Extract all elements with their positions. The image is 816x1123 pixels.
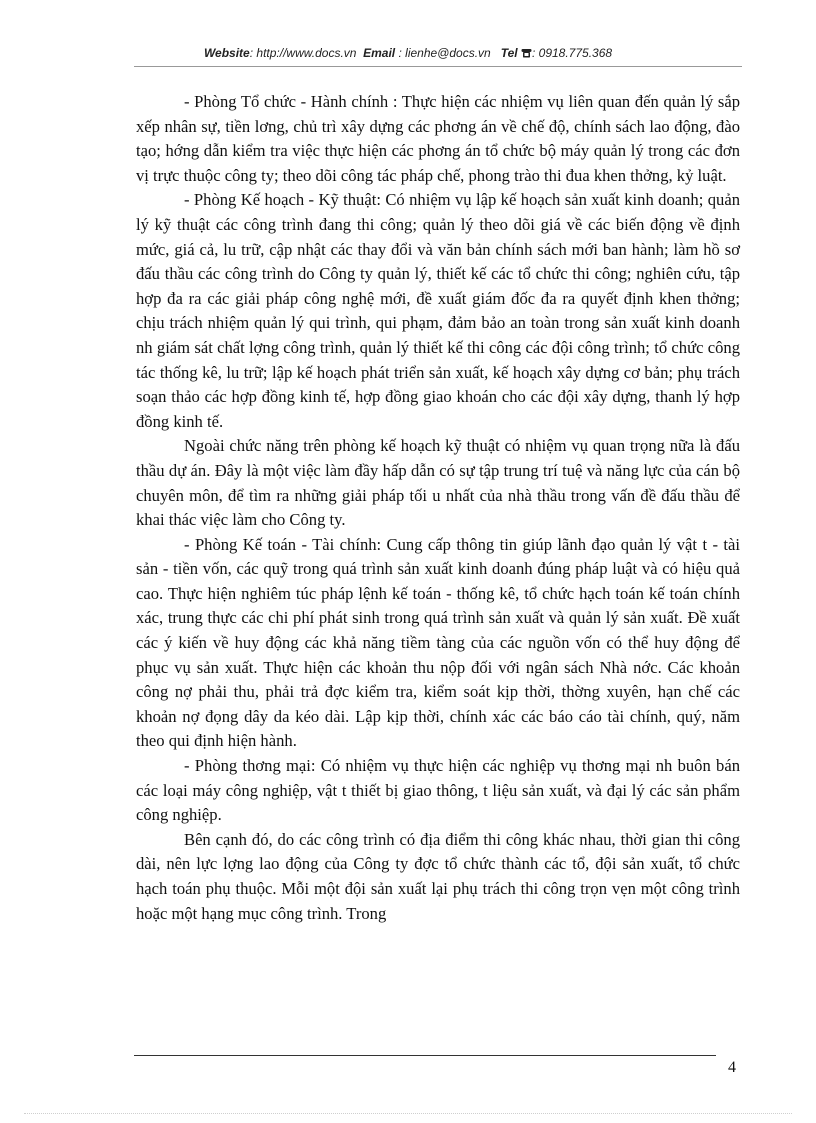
phone-icon: [521, 46, 532, 60]
header-divider: [134, 66, 742, 67]
paragraph-hr-admin: - Phòng Tổ chức - Hành chính : Thực hiện các nhiệm vụ liên quan đến quản lý sắp xếp nhân sự, tiền lơng, chủ trì xây dựng các phơng án về chế độ, chính sách lao động, đào tạo; hớng dẫn kiểm tra việc thực hiện các phơng án tổ chức bộ máy quản lý trong các đơn vị trực thuộc công ty; theo dõi công tác pháp chế, phong trào thi đua khen thởng, kỷ luật.: [136, 92, 740, 185]
email-label: Email: [363, 46, 396, 60]
paragraph-accounting-finance: - Phòng Kế toán - Tài chính: Cung cấp thông tin giúp lãnh đạo quản lý vật t - tài sản - tiền vốn, các quỹ trong quá trình sản xuất kinh doanh đúng pháp luật và có hiệu quả cao. Thực hiện nghiêm túc pháp lệnh kế toán - thống kê, tổ chức hạch toán kế toán chính xác, trung thực các chi phí phát sinh trong quá trình sản xuất và quản lý sản xuất. Đề xuất các ý kiến về huy động các khả năng tiềm tàng của các nguồn vốn có thể huy động để phục vụ sản xuất. Thực hiện các khoản thu nộp đối với ngân sách Nhà nớc. Các khoản công nợ phải thu, phải trả đợc kiểm tra, kiểm soát kịp thời, thờng xuyên, hạn chế các khoản nợ đọng dây da kéo dài. Lập kịp thời, chính xác các báo cáo tài chính, quý, năm theo qui định hiện hành.: [136, 534, 740, 751]
website-value: : http://www.docs.vn: [249, 46, 357, 60]
footer-divider: [134, 1055, 716, 1056]
email-value: : lienhe@docs.vn: [398, 46, 491, 60]
paragraph-trade: - Phòng thơng mại: Có nhiệm vụ thực hiện các nghiệp vụ thơng mại nh buôn bán các loại máy công nghiệp, vật t thiết bị giao thông, t liệu sản xuất, và đại lý các sản phẩm công nghiệp.: [136, 756, 740, 825]
website-label: Website: [203, 46, 250, 60]
paragraph-bidding: Ngoài chức năng trên phòng kế hoạch kỹ thuật có nhiệm vụ quan trọng nữa là đấu thầu dự án. Đây là một việc làm đầy hấp dẫn có sự tập trung trí tuệ và năng lực của cán bộ chuyên môn, để tìm ra những giải pháp tối u nhất của nhà thầu trong vấn đề đấu thầu để khai thác việc làm cho Công ty.: [136, 436, 740, 530]
page-number: 4: [728, 1059, 736, 1076]
tel-value: : 0918.775.368: [531, 46, 613, 60]
document-body: [136, 90, 740, 926]
paragraph-production-teams: Bên cạnh đó, do các công trình có địa điểm thi công khác nhau, thời gian thi công dài, nên lực lợng lao động của Công ty đợc tổ chức thành các tổ, đội sản xuất, tổ chức hạch toán phụ thuộc. Mỗi một đội sản xuất lại phụ trách thi công trọn vẹn một công trình hoặc một hạng mục công trình. Trong: [136, 829, 740, 923]
paragraph-planning-technical: - Phòng Kế hoạch - Kỹ thuật: Có nhiệm vụ lập kế hoạch sản xuất kinh doanh; quản lý kỹ thuật các công trình đang thi công; quản lý theo dõi giá về các biến động về định mức, giá cả, lu trữ, cập nhật các thay đổi và văn bản chính sách mới ban hành; làm hồ sơ đấu thầu các công trình do Công ty quản lý, thiết kế các tổ chức thi công; nghiên cứu, tập hợp đa ra các giải pháp công nghệ mới, đề xuất giám đốc đa ra quyết định khen thởng; chịu trách nhiệm quản lý qui trình, qui phạm, đảm bảo an toàn trong sản xuất kinh doanh nh giám sát chất lợng công trình, quản lý thiết kế thi công các đội công trình; tổ chức công tác thống kê, lu trữ; lập kế hoạch phát triển sản xuất, kế hoạch xây dựng cơ bản; phụ trách soạn thảo các hợp đồng kinh tế, hợp đồng giao khoán cho các đội xây dựng, thanh lý hợp đồng kinh tế.: [136, 190, 740, 431]
tel-label: Tel: [500, 46, 518, 60]
page-header: [0, 46, 816, 60]
page-bottom-dotted-line: [24, 1113, 792, 1114]
